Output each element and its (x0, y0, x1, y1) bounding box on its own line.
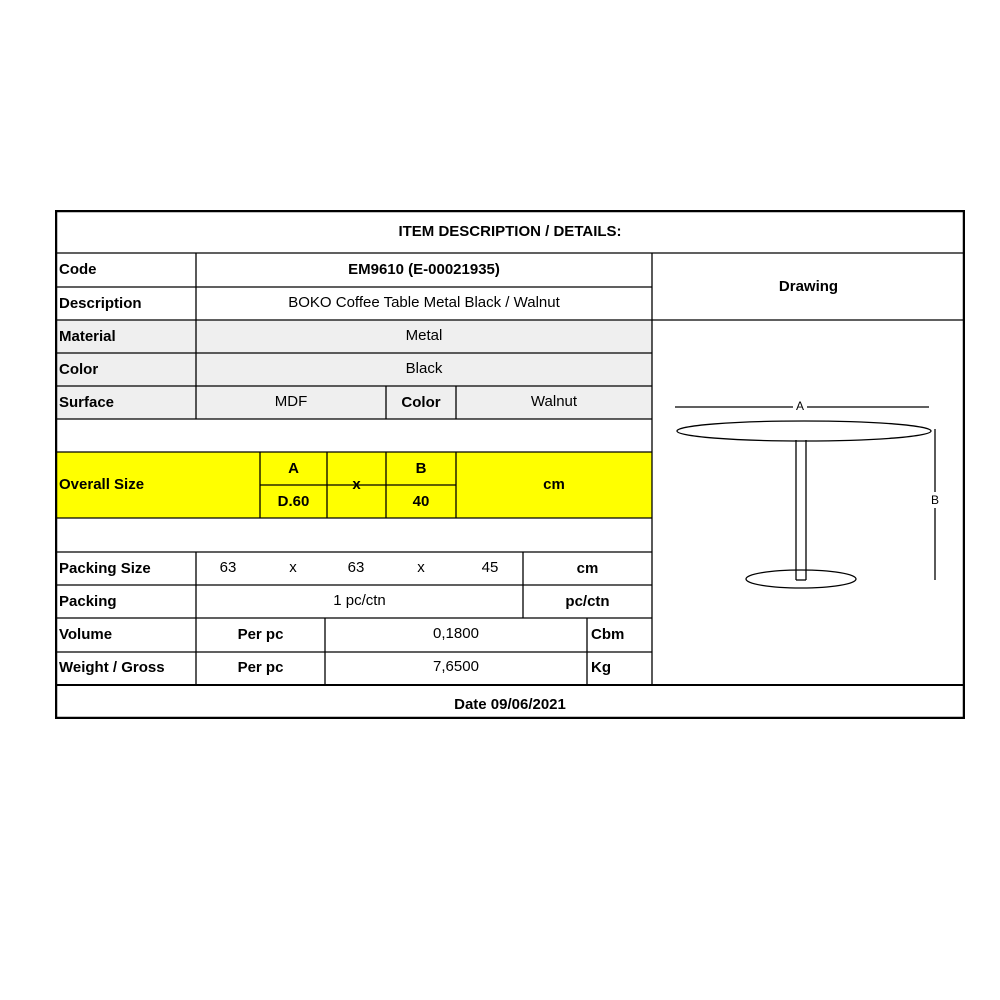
dimension-b-label: B (930, 493, 939, 507)
drawing-label: Drawing (778, 278, 839, 295)
date-footer: Date 09/06/2021 (454, 696, 566, 713)
packing-unit: pc/ctn (565, 593, 610, 610)
packing-size-dim1: 63 (219, 559, 237, 576)
weight-per: Per pc (237, 659, 284, 676)
overall-size-label: Overall Size (59, 476, 145, 493)
volume-value: 0,1800 (433, 625, 479, 642)
packing-label: Packing (59, 593, 117, 610)
packing-size-sep2: x (417, 559, 425, 576)
packing-size-label: Packing Size (59, 560, 151, 577)
surface-value: MDF (274, 393, 308, 410)
packing-value: 1 pc/ctn (333, 592, 386, 609)
description-value: BOKO Coffee Table Metal Black / Walnut (288, 294, 560, 311)
code-label: Code (59, 261, 97, 278)
item-spec-sheet (55, 210, 965, 719)
coffee-table-drawing (653, 320, 965, 696)
overall-size-a-header: A (288, 460, 299, 477)
packing-size-sep1: x (289, 559, 297, 576)
color-label: Color (59, 361, 99, 378)
weight-unit: Kg (591, 659, 611, 676)
overall-size-x: x (352, 476, 361, 493)
surface-color-value: Walnut (530, 393, 578, 410)
volume-per: Per pc (237, 626, 284, 643)
dimension-a-label: A (795, 399, 804, 413)
material-label: Material (59, 328, 116, 345)
overall-size-unit: cm (543, 476, 565, 493)
code-value: EM9610 (E-00021935) (348, 261, 500, 278)
overall-size-a-value: D.60 (277, 493, 310, 510)
color-value: Black (405, 360, 443, 377)
overall-size-b-value: 40 (412, 493, 430, 510)
packing-size-dim2: 63 (347, 559, 365, 576)
volume-label: Volume (59, 626, 113, 643)
weight-value: 7,6500 (433, 658, 479, 675)
packing-size-dim3: 45 (481, 559, 499, 576)
material-value: Metal (405, 327, 443, 344)
surface-label: Surface (59, 394, 115, 411)
overall-size-b-header: B (415, 460, 427, 477)
weight-label: Weight / Gross (59, 659, 165, 676)
sheet-title: ITEM DESCRIPTION / DETAILS: (398, 223, 622, 240)
table-drawing (653, 320, 965, 696)
volume-unit: Cbm (591, 626, 625, 643)
description-label: Description (59, 295, 142, 312)
surface-color-label: Color (401, 394, 441, 411)
packing-size-unit: cm (576, 560, 599, 577)
